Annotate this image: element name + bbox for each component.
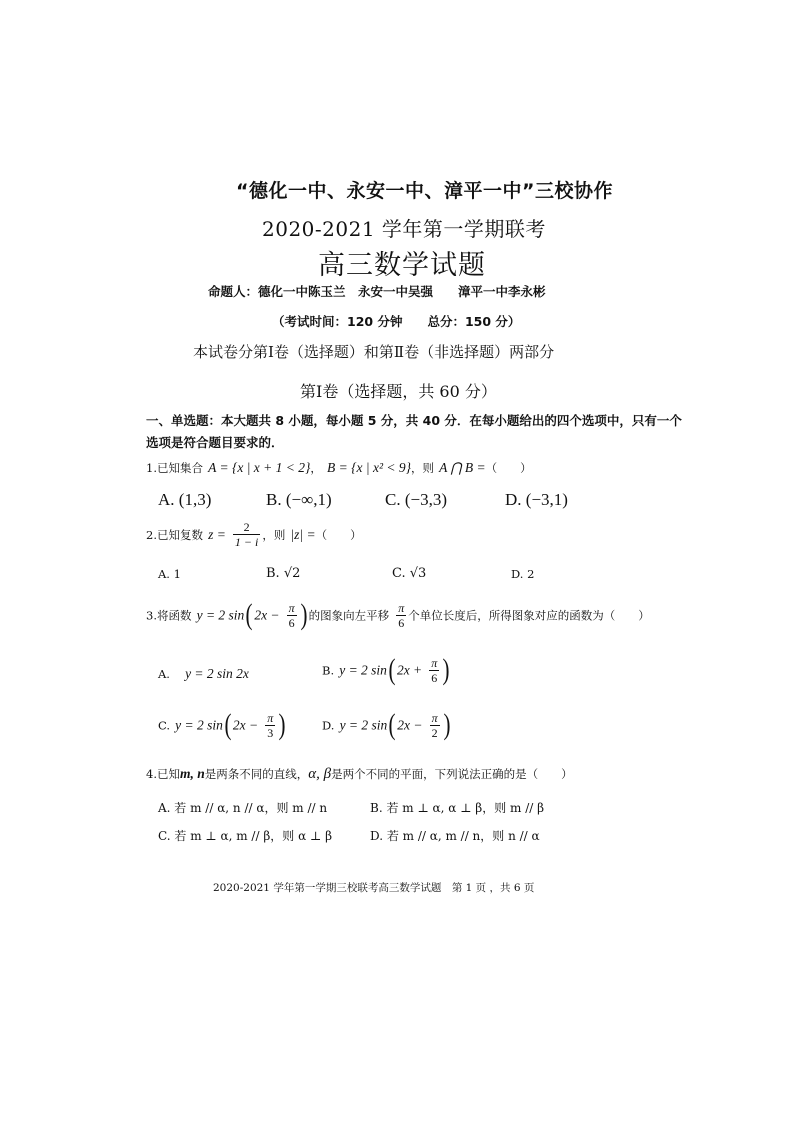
q4-number: 4. xyxy=(146,767,157,781)
q2-expr: |z| = xyxy=(290,527,316,542)
schools-title: “德化一中、永安一中、漳平一中”三校协作 xyxy=(236,180,613,202)
q3-option-a-expr: y = 2 sin 2x xyxy=(185,666,249,681)
q3-option-b-func: y = 2 sin xyxy=(339,662,387,678)
q3-option-c-label: C. xyxy=(158,718,171,733)
q2-number: 2. xyxy=(146,528,157,542)
q3-option-d: D. y = 2 sin( 2x − $\frac{\pi}{2}$ ) xyxy=(322,708,451,741)
section1-instruction-1: 一、单选题：本大题共 8 小题，每小题 5 分，共 40 分．在每小题给出的四个选项中，只有一个 xyxy=(146,413,682,428)
q3-inner: 2x − xyxy=(254,607,280,623)
q2-option-c: C. √3 xyxy=(392,566,427,581)
q2-option-a: A. 1 xyxy=(158,567,181,581)
q2-frac-den: 1 − i xyxy=(234,535,259,549)
q1-number: 1. xyxy=(146,461,157,475)
q3-option-c-frac xyxy=(265,711,275,740)
q3-text-3: 个单位长度后，所得图象对应的函数为（ ） xyxy=(408,608,650,623)
q1-text-2: ，则 xyxy=(411,461,435,475)
authors-line: 命题人：德化一中陈玉兰 永安一中吴强 漳平一中李永彬 xyxy=(208,284,546,299)
q3-option-c-func: y = 2 sin xyxy=(175,717,223,733)
q3-number: 3. xyxy=(146,608,157,623)
q3-option-c-inner: 2x − xyxy=(232,717,259,733)
q3-six: 6 xyxy=(288,615,295,630)
q3-pi: π xyxy=(288,600,295,615)
q3-option-d-label: D. xyxy=(322,718,335,733)
q4-text-3: 是两个不同的平面，下列说法正确的是（ ） xyxy=(331,767,573,781)
section1-instruction-2: 选项是符合题目要求的． xyxy=(146,435,284,450)
q1-text: 已知集合 xyxy=(156,461,203,475)
q4-option-a: A. 若 m // α, n // α，则 m // n xyxy=(158,801,328,815)
q1-option-a: A. (1,3) xyxy=(158,490,212,509)
q3-option-c: C. y = 2 sin( 2x − $\frac{\pi}{3}$ ) xyxy=(158,708,286,741)
q2-text: 已知复数 xyxy=(156,528,203,542)
q3-option-b: B. y = 2 sin( 2x + $\frac{\pi}{6}$ ) xyxy=(322,653,450,686)
q3-func: y = 2 sin xyxy=(196,607,245,623)
q3-option-c-den: 3 xyxy=(267,725,274,740)
q4-mn: m, n xyxy=(179,766,205,781)
q3-option-c-pi: π xyxy=(267,710,274,725)
exam-title: 高三数学试题 xyxy=(318,250,486,281)
q3-option-d-frac xyxy=(430,711,440,740)
q3-shift xyxy=(396,601,406,630)
q2-text-2: ，则 xyxy=(262,528,286,542)
page-footer: 2020-2021 学年第一学期三校联考高三数学试题 第 1 页 ，共 6 页 xyxy=(213,882,535,894)
q3-text-2: 的图象向左平移 xyxy=(308,608,390,623)
q1-option-d: D. (−3,1) xyxy=(505,490,568,509)
q3-option-b-pi: π xyxy=(431,655,438,670)
q2-option-d: D. 2 xyxy=(511,567,535,581)
q1-blank: （ ） xyxy=(485,461,532,475)
q4-text-2: 是两条不同的直线， xyxy=(204,767,309,781)
q1-set-b: B = {x | x² < 9} xyxy=(327,460,412,475)
q3-shift-pi: π xyxy=(398,600,405,615)
q3-shift-six: 6 xyxy=(398,615,405,630)
q4-option-b: B. 若 m ⊥ α, α ⊥ β，则 m // β xyxy=(370,801,545,815)
parts-line: 本试卷分第Ⅰ卷（选择题）和第Ⅱ卷（非选择题）两部分 xyxy=(193,343,555,361)
q4-text: 已知 xyxy=(156,767,180,781)
question-1: 1.已知集合 A = {x | x + 1 < 2}， B = {x | x² < 9}，则 A ⋂ B =（ ） xyxy=(146,460,532,475)
q3-option-d-func: y = 2 sin xyxy=(339,717,388,733)
q4-ab: α, β xyxy=(308,766,332,782)
q4-option-c: C. 若 m ⊥ α, m // β，则 α ⊥ β xyxy=(158,829,333,843)
q1-option-c: C. (−3,3) xyxy=(385,490,447,509)
q3-frac xyxy=(287,601,297,630)
q1-option-b: B. (−∞,1) xyxy=(266,490,332,509)
q3-option-d-den: 2 xyxy=(431,725,438,740)
q2-lhs: z = xyxy=(208,527,226,542)
q3-option-a xyxy=(158,663,249,682)
q2-frac-num: 2 xyxy=(233,520,260,535)
q1-expr: A ⋂ B = xyxy=(439,460,486,475)
question-4 xyxy=(146,763,573,783)
q3-text: 将函数 xyxy=(156,608,192,623)
q2-fraction xyxy=(233,520,260,549)
term-title: 2020-2021 学年第一学期联考 xyxy=(262,217,546,241)
q1-set-a: A = {x | x + 1 < 2} xyxy=(208,460,311,475)
time-score-line: （考试时间：120 分钟 总分：150 分） xyxy=(272,314,521,329)
q3-option-d-pi: π xyxy=(431,710,438,725)
q3-option-d-inner: 2x − xyxy=(397,717,423,733)
q3-option-a-label: A. xyxy=(158,667,170,681)
q4-option-d: D. 若 m // α, m // n，则 n // α xyxy=(370,829,540,843)
q2-option-b: B. √2 xyxy=(266,566,301,581)
q3-option-b-label: B. xyxy=(322,663,335,678)
q3-option-b-frac xyxy=(429,656,439,685)
q2-blank: （ ） xyxy=(315,528,362,542)
section1-title: 第Ⅰ卷（选择题，共 60 分） xyxy=(300,382,497,401)
question-3: 3.将函数 y = 2 sin( 2x − $\frac{\pi}{6}$ ) 的图象向左平移 $\frac{\pi}{6}$ 个单位长度后，所得图象对应的函数为（ ） xyxy=(146,598,650,631)
q3-option-b-inner: 2x + xyxy=(396,662,423,678)
q3-option-b-den: 6 xyxy=(431,670,438,685)
question-2 xyxy=(146,520,362,549)
